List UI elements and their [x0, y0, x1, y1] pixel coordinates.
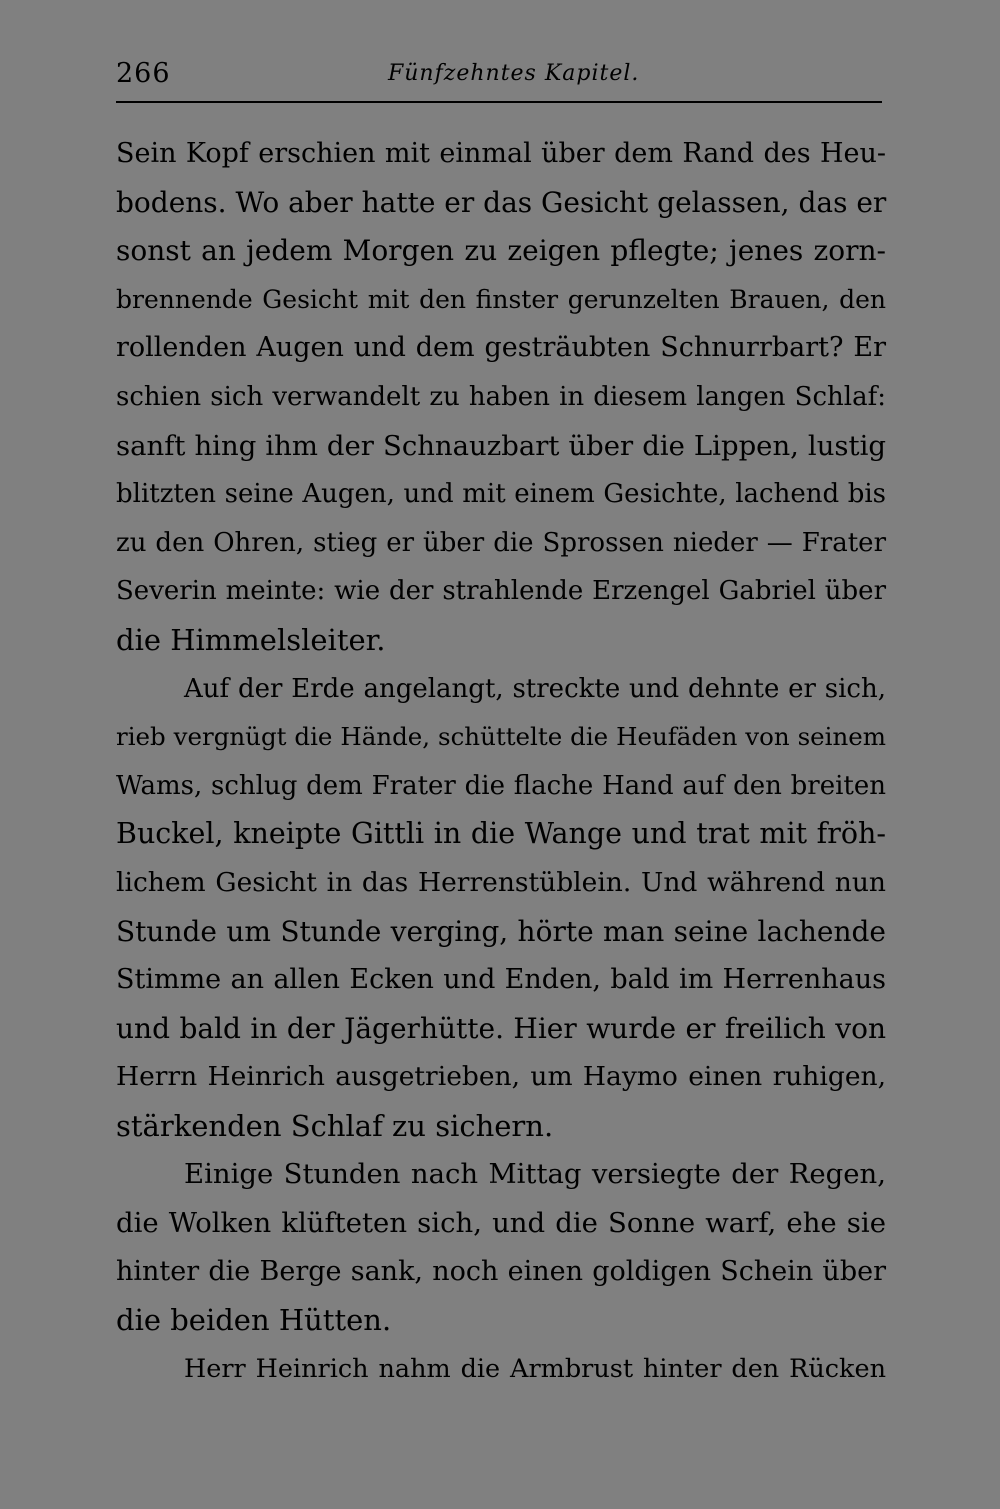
text-line: brennende Gesicht mit den finster gerunzelten Brauen, den	[116, 284, 886, 314]
text-line: Severin meinte: wie der strahlende Erzengel Gabriel über	[116, 576, 886, 607]
text-line: Herrn Heinrich ausgetrieben, um Haymo einen ruhigen,	[116, 1061, 886, 1093]
text-line: Wams, schlug dem Frater die flache Hand auf den breiten	[116, 770, 886, 801]
text-line: stärkenden Schlaf zu sichern.	[116, 1108, 554, 1143]
page-number: 266	[116, 58, 171, 89]
text-line: Auf der Erde angelangt, streckte und dehnte er sich,	[184, 673, 886, 704]
text-line: Stunde um Stunde verging, hörte man seine lachende	[116, 914, 886, 948]
text-line: Buckel, kneipte Gittli in die Wange und trat mit fröh-	[116, 817, 886, 851]
text-line: Einige Stunden nach Mittag versiegte der Regen,	[184, 1158, 886, 1191]
text-line: Herr Heinrich nahm die Armbrust hinter den Rücken	[184, 1353, 886, 1384]
text-line: sonst an jedem Morgen zu zeigen pflegte; jenes zorn-	[116, 234, 886, 268]
text-line: bodens. Wo aber hatte er das Gesicht gelassen, das er	[116, 185, 887, 219]
text-line: zu den Ohren, stieg er über die Sprossen nieder — Frater	[116, 527, 886, 558]
header-rule	[116, 101, 882, 103]
text-line: lichem Gesicht in das Herrenstüblein. Und während nun	[116, 866, 886, 898]
text-line: blitzten seine Augen, und mit einem Gesichte, lachend bis	[116, 479, 886, 510]
text-line: hinter die Berge sank, noch einen goldigen Schein über	[116, 1255, 886, 1287]
text-line: die Himmelsleiter.	[116, 622, 386, 657]
text-line: die Wolken klüfteten sich, und die Sonne warf, ehe sie	[116, 1207, 886, 1240]
body-text	[116, 130, 886, 1393]
running-head: Fünfzehntes Kapitel.	[388, 61, 640, 86]
text-line: Sein Kopf erschien mit einmal über dem Rand des Heu-	[116, 138, 886, 169]
text-line: und bald in der Jägerhütte. Hier wurde er freilich von	[116, 1011, 886, 1045]
text-line: Stimme an allen Ecken und Enden, bald im Herrenhaus	[116, 964, 886, 996]
text-line: die beiden Hütten.	[116, 1303, 392, 1338]
text-line: schien sich verwandelt zu haben in diesem langen Schlaf:	[116, 381, 886, 412]
page-header	[116, 54, 886, 94]
text-line: rieb vergnügt die Hände, schüttelte die Heufäden von seinem	[116, 722, 886, 752]
text-line: rollenden Augen und dem gesträubten Schnurrbart? Er	[116, 332, 886, 364]
text-line: sanft hing ihm der Schnauzbart über die Lippen, lustig	[116, 429, 886, 462]
